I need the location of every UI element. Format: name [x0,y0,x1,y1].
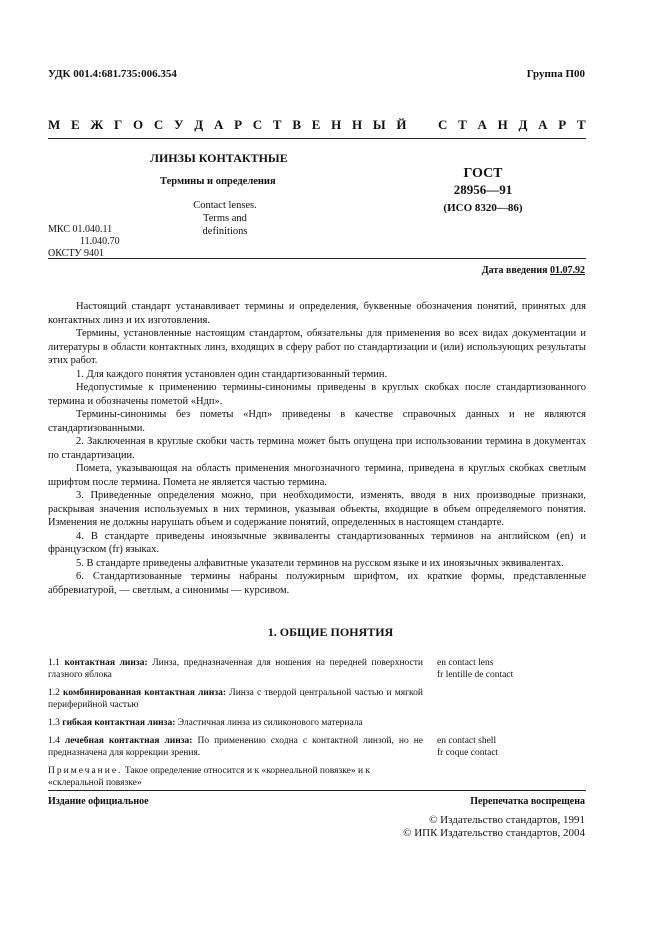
classifier-codes [48,224,120,260]
copyright-1991: © Издательство стандартов, 1991 [429,814,585,826]
banner-letter: А [538,117,548,132]
term-name: гибкая контактная линза: [62,718,176,728]
banner-letter: Т [458,117,467,132]
banner-letter: Н [352,117,363,132]
body-paragraph: 4. В стандарте приведены иноязычные эквиваленты стандартизованных терминов на английском (en) и французском (fr) языках. [48,530,586,555]
udk-code: УДК 001.4:681.735:006.354 [48,68,177,80]
body-paragraph: Термины, установленные настоящим стандартом, обязательны для применения во всех видах документации и литературы в области контактных линз, входящих в сферу работ по стандартизации и (или) использующих результаты этих работ. [48,328,586,366]
header-rule [48,258,586,259]
body-paragraph: Помета, указывающая на область применения многозначного термина, приведена в круглых скобках светлым шрифтом после термина. Помета не является частью термина. [48,463,586,488]
term-definition: Линза с твердой центральной частью и мягкой периферийной частью [48,688,423,710]
banner-letter: С [153,117,164,132]
term-number: 1.4 [48,736,60,746]
term-row [48,717,588,729]
term-definition: По применению сходна с контактной линзой, но не предназначена для коррекции зрения. [48,736,424,758]
gost-number: 28956—91 [453,182,513,197]
body-text [48,300,586,597]
note-row [48,765,588,789]
copyrights [403,814,585,840]
note-label: Примечание. [48,766,123,776]
body-paragraph: 3. Приведенные определения можно, при необходимости, изменять, вводя в них производные признаки, раскрывая значения используемых в них терминов, указывая объекты, входящие в объем определяемого понятия. Изменения не должны нарушать объем и содержание понятий, определенных в настоящем стандарте. [48,490,586,528]
banner-letter: А [477,117,487,132]
document-subtitle: Термины и определения [160,176,276,187]
term-equivalents [437,687,588,711]
interstate-standard-banner [48,117,586,133]
term-name: комбинированная контактная линза: [63,688,227,698]
term-definition-cell [48,717,437,729]
body-paragraph: Недопустимые к применению термины-синонимы приведены в круглых скобках после стандартизованного термина и обозначены пометой «Ндп». [48,382,586,407]
iso-number: (ИСО 8320—86) [443,202,523,214]
banner-letter: У [174,117,184,132]
banner-letter: С [252,117,263,132]
banner-letter: А [213,117,224,132]
banner-letter: Е [311,117,321,132]
term-definition-cell [48,687,437,711]
term-name: контактная линза: [64,658,148,668]
term-row [48,657,588,681]
term-french: fr coque contact [437,748,499,758]
banner-rule [48,138,586,139]
section-title: 1. ОБЩИЕ ПОНЯТИЯ [267,625,394,639]
banner-letter: Ы [372,117,386,132]
term-definition: Линза, предназначенная для ношения на передней поверхности глазного яблока [48,658,423,680]
copyright-2004: © ИПК Издательство стандартов, 2004 [403,827,585,839]
body-paragraph: 6. Стандартизованные термины набраны полужирным шрифтом, их краткие формы, представленные аббревиатурой, — светлым, а синонимы — курсивом. [48,571,586,596]
intro-date-label: Дата введения [481,265,548,276]
term-equivalents [437,657,588,681]
reprint-prohibited: Перепечатка воспрещена [470,796,585,807]
banner-gap [417,117,427,133]
body-paragraph: 1. Для каждого понятия установлен один стандартизованный термин. [76,368,388,380]
document-title: ЛИНЗЫ КОНТАКТНЫЕ [150,151,288,165]
term-english: en contact shell [437,736,497,746]
banner-letter: В [292,117,301,132]
term-number: 1.2 [48,688,60,698]
banner-letter: Т [272,117,282,132]
term-definition-cell [48,735,437,759]
gost-name: ГОСТ [463,166,503,181]
gost-designation [436,166,530,216]
term-equivalents [437,717,588,729]
banner-letter: О [133,117,144,132]
term-row [48,687,588,711]
term-number: 1.3 [48,718,60,728]
group-code: Группа П00 [526,68,585,80]
banner-letter: Д [518,117,528,132]
banner-letter: Д [194,117,204,132]
note-text: Такое определение относится и к «корнеальной повязке» и к «склеральной повязке» [48,766,371,788]
banner-letter: Р [558,117,567,132]
mks-line1: МКС 01.040.11 [48,224,113,235]
mks-line2: 11.040.70 [80,236,120,247]
banner-letter: Ж [90,117,104,132]
body-paragraph: 5. В стандарте приведены алфавитные указатели терминов на русском языке и их иноязычных эквивалентах. [76,557,564,569]
term-definition: Эластичная линза из силиконового материала [177,718,363,728]
term-french: fr lentille de contact [437,670,514,680]
banner-letter: Н [497,117,508,132]
banner-letter: С [437,117,448,132]
okstu-line: ОКСТУ 9401 [48,248,105,259]
banner-letter: Н [331,117,342,132]
banner-letter: Г [114,117,123,132]
english-title-line2: Terms and definitions [202,213,248,237]
body-paragraph: Термины-синонимы без пометы «Ндп» приведены в качестве справочных данных и не являются стандартизованными. [48,409,586,434]
terms-list [48,657,588,795]
term-definition-cell [48,657,437,681]
term-english: en contact lens [437,658,494,668]
intro-date [482,265,585,276]
term-name: лечебная контактная линза: [64,736,193,746]
intro-date-value: 01.07.92 [550,265,585,276]
banner-letter: Р [234,117,243,132]
english-title-line1: Contact lenses. [193,200,257,211]
banner-letter: М [48,117,61,132]
banner-letter: Т [576,117,586,132]
term-number: 1.1 [48,658,60,668]
footer-rule [48,790,586,791]
term-equivalents [437,735,588,759]
banner-letter: Е [71,117,80,132]
term-row [48,735,588,759]
official-edition: Издание официальное [48,796,149,807]
english-title [185,199,265,238]
body-paragraph: Настоящий стандарт устанавливает термины и определения, буквенные обозначения понятий, принятых для контактных линз и их изготовления. [48,301,586,326]
body-paragraph: 2. Заключенная в круглые скобки часть термина может быть опущена при использовании термина в документах по стандартизации. [48,436,586,461]
banner-letter: Й [396,117,407,132]
